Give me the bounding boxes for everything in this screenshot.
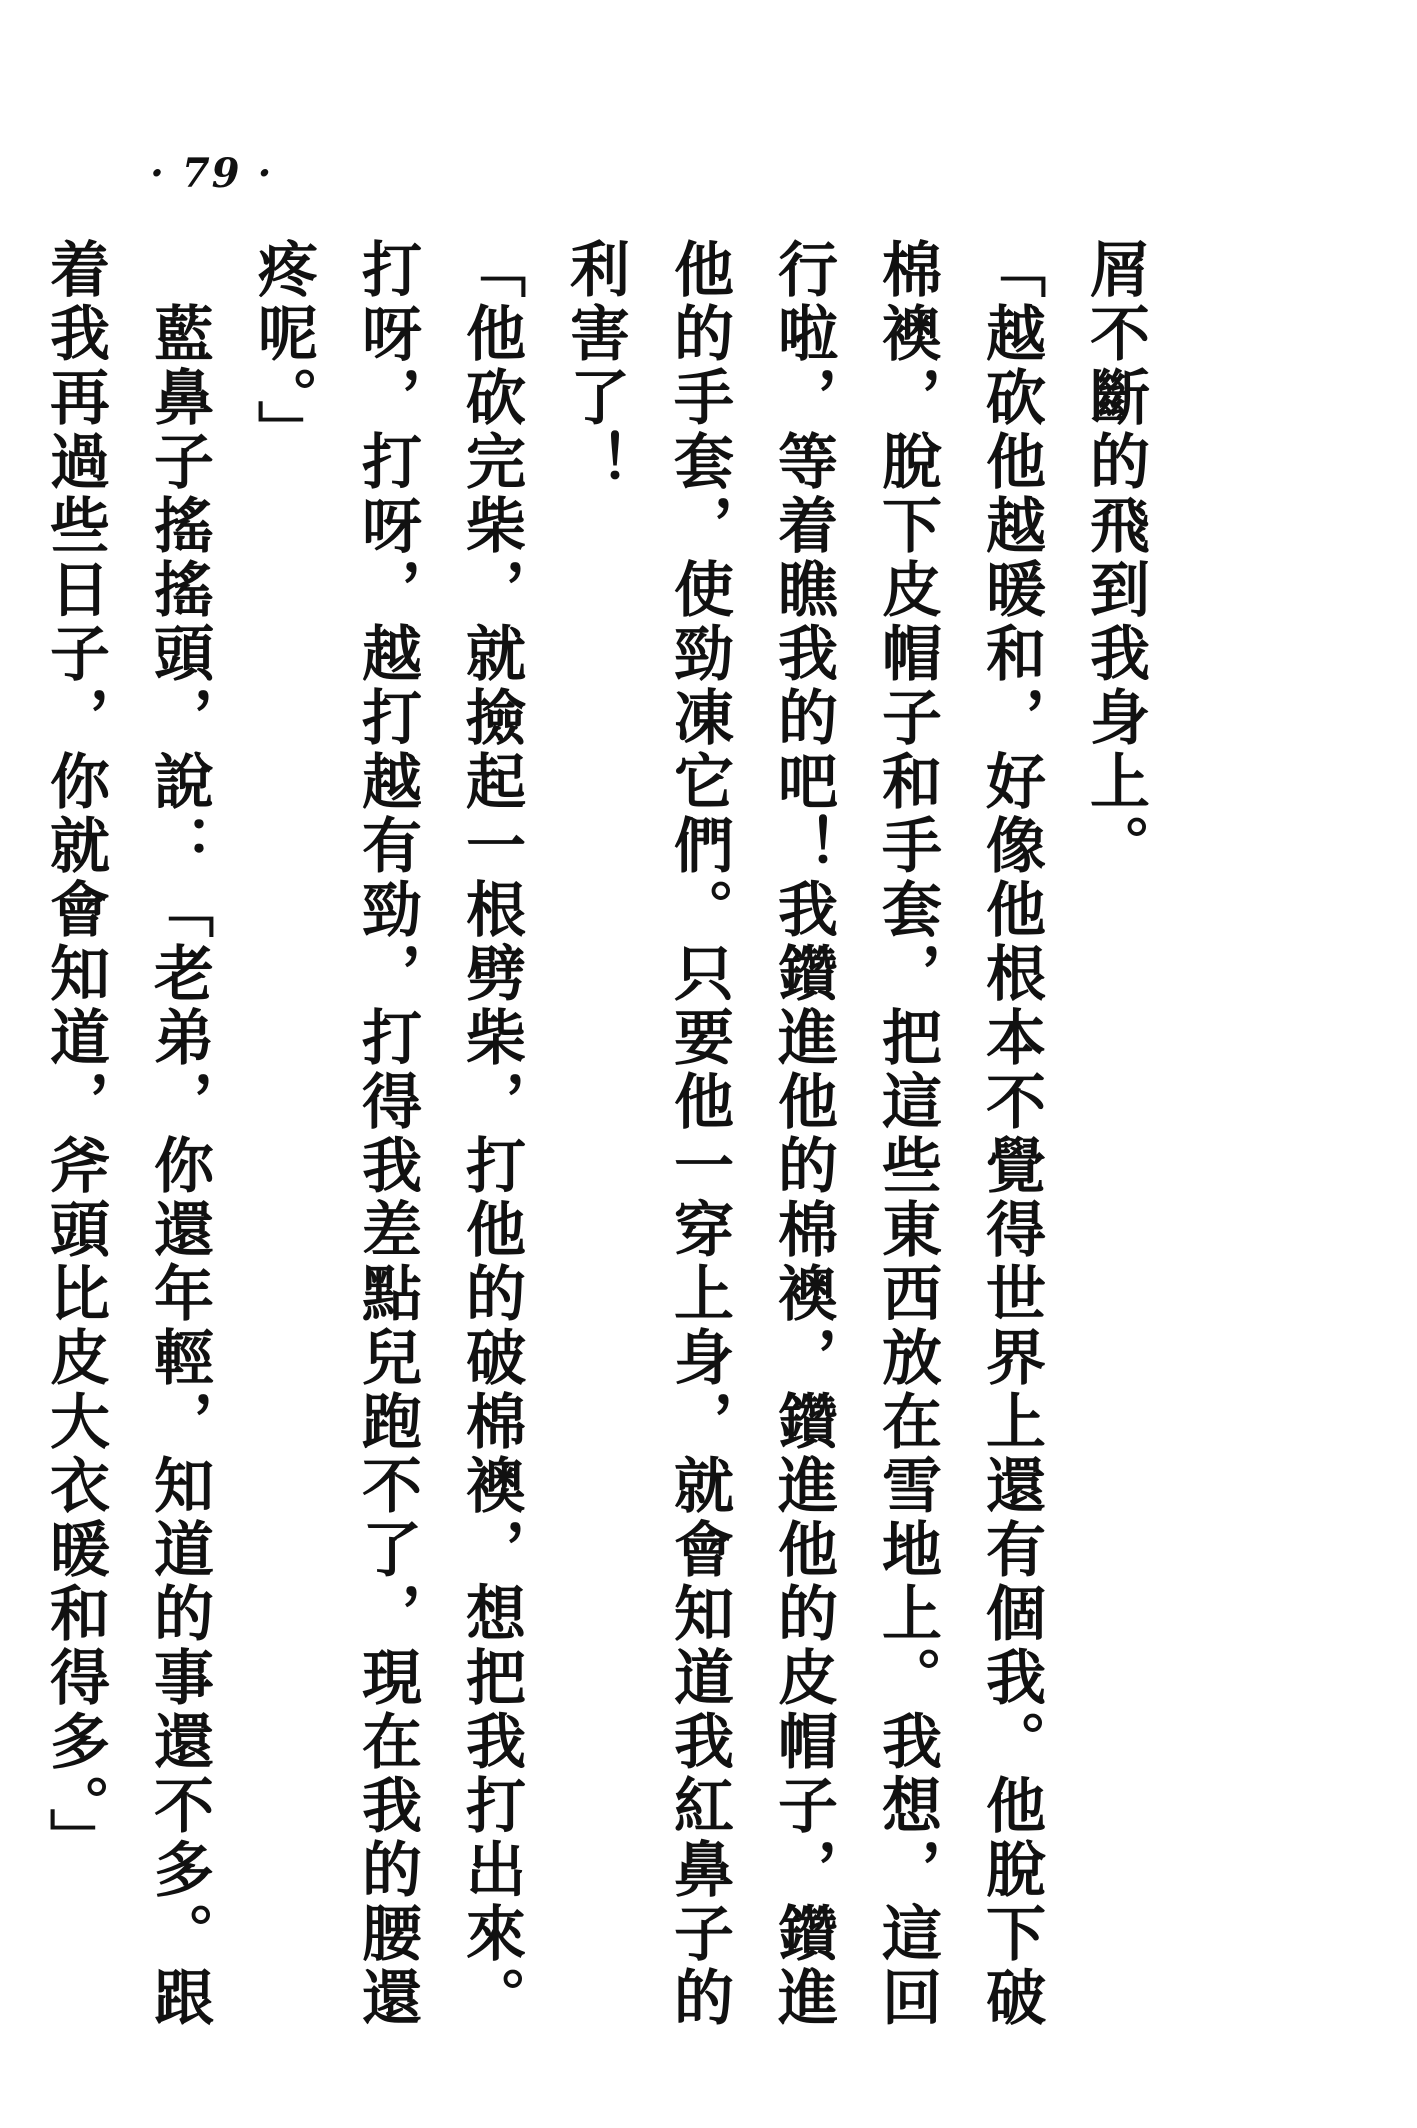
vertical-text-body — [23, 238, 1167, 2068]
paragraph-1: 屑不斷的飛到我身上。 — [1080, 238, 1150, 878]
paragraph-2: 「越砍他越暖和，好像他根本不覺得世界上還有個我。他脫下破棉襖，脫下皮帽子和手套，把這些東西放在雪地上。我想，這回行啦，等着瞧我的吧！我鑽進他的棉襖，鑽進他的皮帽子，鑽進他的手套，使勁凍它們。只要他一穿上身，就會知道我紅鼻子的利害了！ — [560, 238, 1046, 2030]
paragraph-3: 「他砍完柴，就撿起一根劈柴，打他的破棉襖，想把我打出來。打呀，打呀，越打越有勁，打得我差點兒跑不了，現在我的腰還疼呢。」 — [248, 238, 526, 2030]
page-number: · 79 · — [150, 150, 274, 197]
paragraph-4: 藍鼻子搖搖頭，說：「老弟，你還年輕，知道的事還不多。跟着我再過些日子，你就會知道，斧頭比皮大衣暖和得多。」 — [40, 238, 214, 2030]
